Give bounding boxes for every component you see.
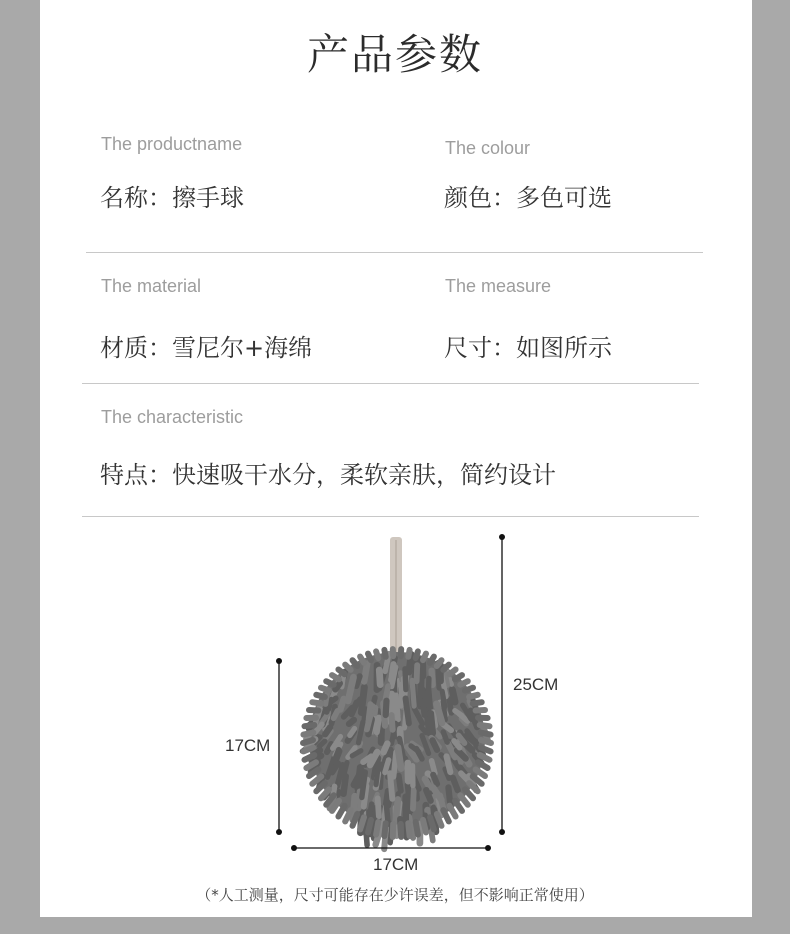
chenille-strand <box>321 688 329 691</box>
chenille-strand <box>437 660 442 666</box>
dimension-dot <box>276 658 282 664</box>
chenille-strand <box>378 798 379 816</box>
chenille-strand <box>443 665 449 670</box>
chenille-strand <box>344 763 347 774</box>
chenille-strand <box>309 710 318 711</box>
chenille-strand <box>428 679 429 706</box>
chenille-strand <box>379 670 380 685</box>
chenille-strand <box>413 788 414 809</box>
chenille-strand <box>481 733 491 735</box>
chenille-strand <box>390 773 392 799</box>
chenille-strand <box>443 810 449 821</box>
chenille-strand <box>392 715 393 730</box>
dimension-dot <box>499 829 505 835</box>
chenille-strand <box>319 741 324 746</box>
chenille-strand <box>455 801 462 811</box>
chenille-strand <box>423 654 426 661</box>
chenille-strand <box>476 710 485 711</box>
chenille-strand <box>432 761 435 774</box>
characteristic-label-en: The characteristic <box>101 407 244 427</box>
chenille-strand <box>384 744 388 753</box>
chenille-strand <box>460 681 468 685</box>
chenille-strand <box>452 690 455 702</box>
material-label-en: The material <box>101 276 202 296</box>
chenille-strand <box>465 688 473 691</box>
chenille-strand <box>430 657 434 663</box>
chenille-strand <box>416 651 418 658</box>
chenille-strand <box>335 750 339 759</box>
chenille-strand <box>386 701 387 715</box>
chenille-strand <box>412 680 414 706</box>
chenille-strand <box>376 651 378 658</box>
chenille-strand <box>303 740 313 743</box>
dimension-dot <box>499 534 505 540</box>
chenille-strand <box>449 806 455 817</box>
chenille-strand <box>349 720 354 724</box>
chenille-strand <box>369 704 371 719</box>
chenille-strand <box>431 713 433 733</box>
chenille-strand <box>408 650 409 657</box>
chenille-strand <box>447 756 451 772</box>
chenille-strand <box>364 664 367 682</box>
chenille-strand <box>368 820 371 833</box>
chenille-strand <box>432 671 433 685</box>
height-ball-label: 17CM <box>225 736 271 755</box>
chenille-strand <box>406 698 409 723</box>
chenille-strand <box>481 748 491 752</box>
chenille-strand <box>305 725 315 726</box>
chenille-strand <box>344 776 346 794</box>
measure-label-en: The measure <box>445 276 552 296</box>
chenille-strand <box>449 670 455 675</box>
material-value: 材质：雪尼尔+海绵 <box>100 334 313 362</box>
width-ball-label: 17CM <box>373 855 419 874</box>
chenille-strand <box>345 665 351 670</box>
colour-value: 颜色：多色可选 <box>444 184 612 212</box>
chenille-strand <box>442 691 445 707</box>
chenille-strand <box>469 695 478 697</box>
chenille-strand <box>376 822 378 835</box>
chenille-strand <box>384 650 385 657</box>
dimension-dot <box>485 845 491 851</box>
chenille-strand <box>426 790 431 801</box>
chenille-strand <box>398 747 401 768</box>
chenille-strand <box>408 823 409 836</box>
chenille-strand <box>376 769 378 784</box>
characteristic-value: 特点：快速吸干水分，柔软亲肤，简约设计 <box>100 461 556 489</box>
chenille-strand <box>385 760 389 773</box>
chenille-strand <box>391 664 393 680</box>
dimension-dot <box>276 829 282 835</box>
chenille-strand <box>480 725 490 726</box>
chenille-strand <box>417 665 418 681</box>
chenille-strand <box>416 822 418 835</box>
chenille-strand <box>465 789 473 798</box>
chenille-strand <box>425 779 430 787</box>
chenille-strand <box>423 820 426 833</box>
chenille-strand <box>481 740 491 743</box>
measurement-note: （*人工测量，尺寸可能存在少许误差，但不影响正常使用） <box>196 886 594 904</box>
chenille-strand <box>377 718 379 733</box>
page-title: 产品参数 <box>306 30 483 79</box>
chenille-strand <box>353 660 358 666</box>
chenille-strand <box>473 702 482 703</box>
chenille-strand <box>384 823 385 836</box>
chenille-texture <box>302 649 491 849</box>
height-total-label: 25CM <box>513 675 559 694</box>
chenille-strand <box>396 695 398 720</box>
chenille-strand <box>433 740 438 749</box>
chenille-strand <box>455 675 462 679</box>
chenille-strand <box>360 657 364 663</box>
chenille-strand <box>338 806 344 817</box>
measure-value: 尺寸：如图所示 <box>444 334 612 362</box>
chenille-strand <box>443 732 447 742</box>
chenille-strand <box>399 776 401 791</box>
chenille-strand <box>423 701 425 715</box>
chenille-strand <box>303 733 313 735</box>
chenille-strand <box>368 654 371 661</box>
chenille-strand <box>332 675 339 679</box>
chenille-strand <box>430 817 434 829</box>
chenille-strand <box>312 702 321 703</box>
chenille-strand <box>449 699 451 713</box>
chenille-strand <box>401 684 402 706</box>
chenille-strand <box>360 817 364 829</box>
chenille-strand <box>326 681 334 685</box>
chenille-strand <box>325 727 330 734</box>
chenille-strand <box>338 670 344 675</box>
dimension-dot <box>291 845 297 851</box>
chenille-strand <box>316 695 325 697</box>
chenille-strand <box>460 795 468 805</box>
chenille-strand <box>303 748 313 752</box>
colour-label-en: The colour <box>445 138 531 158</box>
productname-value: 名称：擦手球 <box>100 184 244 212</box>
chenille-strand <box>341 699 344 710</box>
chenille-strand <box>334 711 338 718</box>
chenille-strand <box>359 791 360 808</box>
chenille-strand <box>433 775 437 784</box>
productname-label-en: The productname <box>101 134 243 154</box>
